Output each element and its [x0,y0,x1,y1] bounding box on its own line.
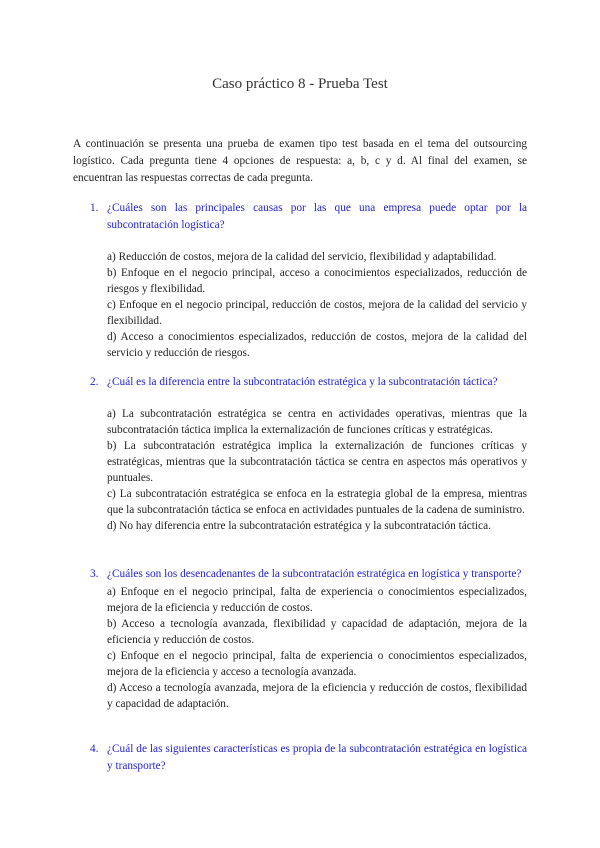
question-1 [90,200,527,361]
question-2-number: 2. [90,376,99,388]
question-2-option-c: c) La subcontratación estratégica se enfoca en la estrategia global de la empresa, mientras que la subcontratación táctica se enfoca en actividades puntuales de la cadena de suministro. [107,488,527,516]
question-1-text: ¿Cuáles son las principales causas por las que una empresa puede optar por la subcontratación logística? [107,202,527,231]
question-3-text: ¿Cuáles son los desencadenantes de la subcontratación estratégica en logística y transporte? [107,568,522,580]
question-3 [90,566,527,712]
intro-paragraph: A continuación se presenta una prueba de examen tipo test basada en el tema del outsourcing logístico. Cada pregunta tiene 4 opciones de respuesta: a, b, c y d. Al final del examen, se encuentran las respuestas correctas de cada pregunta. [73,138,527,184]
question-4-heading [90,741,527,775]
question-3-heading [90,566,527,583]
question-3-option-b: b) Acceso a tecnología avanzada, flexibilidad y capacidad de adaptación, mejora de la eficiencia y reducción de costos. [107,618,527,646]
question-3-option-c: c) Enfoque en el negocio principal, falta de experiencia o conocimientos especializados, mejora de la eficiencia y acceso a tecnología avanzada. [107,650,527,678]
question-3-option-a: a) Enfoque en el negocio principal, falta de experiencia o conocimientos especializados, mejora de la eficiencia y reducción de costos. [107,586,527,614]
question-1-option-c: c) Enfoque en el negocio principal, reducción de costos, mejora de la calidad del servicio y flexibilidad. [107,299,527,327]
question-1-option-b: b) Enfoque en el negocio principal, acceso a conocimientos especializados, reducción de riesgos y flexibilidad. [107,267,527,295]
question-2-option-b: b) La subcontratación estratégica implica la externalización de funciones críticas y estratégicas, mientras que la subcontratación táctica se centra en aspectos más operativos y puntuales. [107,440,527,484]
question-2-heading [90,374,527,391]
question-1-options [90,249,527,361]
question-1-option-a: a) Reducción de costos, mejora de la calidad del servicio, flexibilidad y adaptabilidad. [107,251,497,263]
question-4-number: 4. [90,743,99,755]
question-1-number: 1. [90,202,99,214]
question-4 [90,741,527,775]
question-2-option-a: a) La subcontratación estratégica se centra en actividades operativas, mientras que la subcontratación táctica implica la externalización de funciones críticas y estratégicas. [107,408,527,436]
question-3-number: 3. [90,568,99,580]
question-3-option-d: d) Acceso a tecnología avanzada, mejora de la eficiencia y reducción de costos, flexibilidad y capacidad de adaptación. [107,682,527,710]
question-2-options [90,406,527,534]
question-4-text: ¿Cuál de las siguientes características es propia de la subcontratación estratégica en logística y transporte? [107,743,527,772]
question-1-option-d: d) Acceso a conocimientos especializados, reducción de costos, mejora de la calidad del servicio y reducción de riesgos. [107,331,527,359]
question-2-option-d: d) No hay diferencia entre la subcontratación estratégica y la subcontratación táctica. [107,520,491,532]
question-2 [90,374,527,534]
document-title: Caso práctico 8 - Prueba Test [212,76,388,92]
question-2-text: ¿Cuál es la diferencia entre la subcontratación estratégica y la subcontratación táctica? [107,376,498,388]
question-1-heading [90,200,527,234]
question-3-options [90,584,527,712]
